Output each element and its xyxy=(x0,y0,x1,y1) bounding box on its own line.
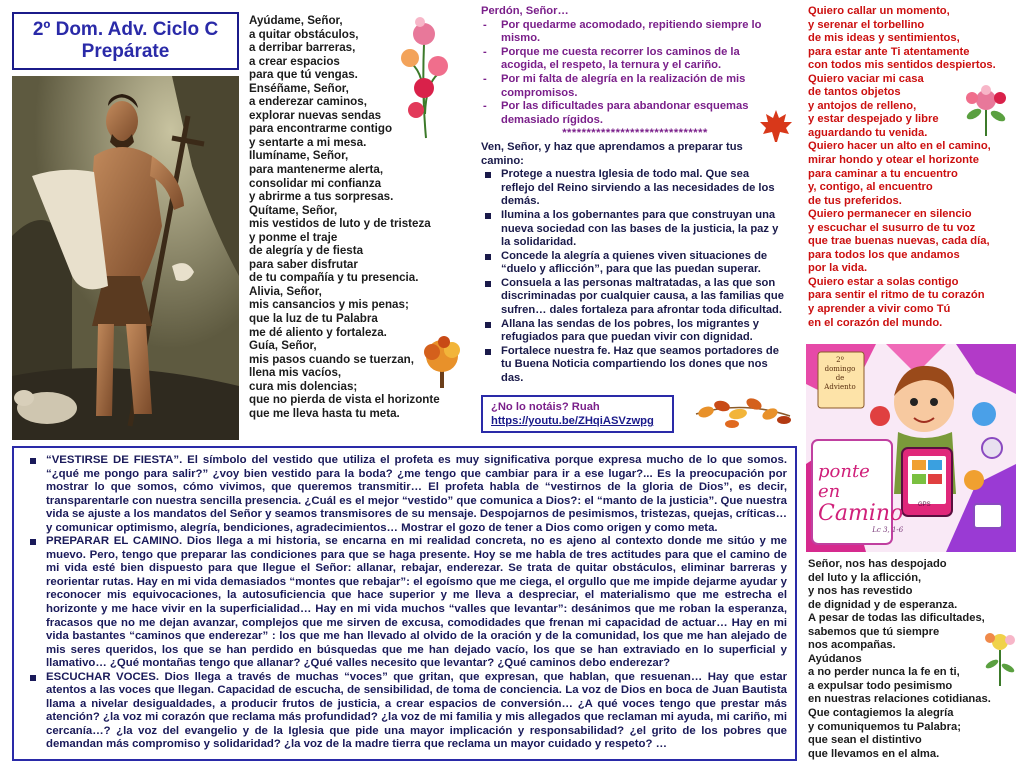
prayer-line: Ayúdanos xyxy=(808,652,862,665)
bullet-square-icon xyxy=(30,539,36,545)
bullet-square-icon xyxy=(30,458,36,464)
poem-line: para mantenerme alerta, xyxy=(249,163,384,177)
camino-word: Camino xyxy=(818,501,904,526)
prayer-line: y estar despejado y libre xyxy=(808,113,939,126)
poem-line: de tu compañía y tu presencia. xyxy=(249,271,419,285)
poem-line: llena mis vacíos, xyxy=(249,366,342,380)
list-item: Ilumina a los gobernantes para que construyan una nueva sociedad con las bases de la justicia, la paz y la solidaridad. xyxy=(481,209,789,250)
prayer-line: que trae buenas nuevas, cada día, xyxy=(808,235,990,248)
prayer-line: y nos has revestido xyxy=(808,585,913,598)
ponte-en-camino-illustration xyxy=(806,344,1016,552)
prayer-line: a expulsar todo pesimismo xyxy=(808,679,953,692)
bullet-square-icon xyxy=(485,322,491,328)
bullet-square-icon xyxy=(485,349,491,355)
prayer-line: en nuestras relaciones cotidianas. xyxy=(808,693,991,706)
maple-leaf-icon xyxy=(758,108,794,144)
saint-john-baptist-painting xyxy=(12,76,239,440)
bullet-square-icon xyxy=(485,254,491,260)
autumn-leaves-icon xyxy=(692,390,794,436)
list-item: - Por las dificultades para abandonar esquemas demasiado rígidos. xyxy=(483,100,749,126)
prayer-line: a no perder nunca la fe en ti, xyxy=(808,666,960,679)
poem-line: que no pierda de vista el horizonte xyxy=(249,393,440,407)
stars-divider: ****************************** xyxy=(562,127,708,140)
small-flower-icon xyxy=(980,628,1020,688)
prayer-line: A pesar de todas las dificultades, xyxy=(808,612,985,625)
video-link[interactable]: https://youtu.be/ZHqiASVzwpg xyxy=(491,415,654,427)
prayer-line: con todos mis sentidos despiertos. xyxy=(808,59,996,72)
flower-bouquet-icon xyxy=(958,84,1014,138)
video-link-box xyxy=(481,395,674,433)
prayer-line: Quiero vaciar mi casa xyxy=(808,72,924,85)
perdon-title: Perdón, Señor… xyxy=(481,5,569,17)
prayer-line: para estar ante Ti atentamente xyxy=(808,45,970,58)
list-item xyxy=(22,454,787,535)
prayer-line: de tantos objetos xyxy=(808,86,901,99)
poem-line: y abrirme a tus sorpresas. xyxy=(249,190,394,204)
list-item xyxy=(22,671,787,752)
poem-line: a enderezar caminos, xyxy=(249,95,367,109)
list-item: - Por mi falta de alegría en la realización de mis compromisos. xyxy=(483,72,746,99)
poem-line: cura mis dolencias; xyxy=(249,379,358,393)
prayer-line: que llevamos en el alma. xyxy=(808,747,940,760)
prayer-line: y escuchar el susurro de tu voz xyxy=(808,221,976,234)
prayer-line: para caminar a tu encuentro xyxy=(808,167,958,180)
poem-line: y sentarte a mi mesa. xyxy=(249,135,367,149)
reflection-list xyxy=(22,454,787,752)
list-item xyxy=(22,535,787,670)
poem-line: a crear espacios xyxy=(249,54,340,68)
prayer-line: Quiero hacer un alto en el camino, xyxy=(808,140,991,153)
prayer-line: Quiero callar un momento, xyxy=(808,5,950,17)
prayer-line: que sean el distintivo xyxy=(808,734,922,747)
poem-line: para que tú vengas. xyxy=(249,68,358,82)
bullet-square-icon xyxy=(485,172,491,178)
list-item: Fortalece nuestra fe. Haz que seamos portadores de tu Buena Noticia compartiendo los dones que nos das. xyxy=(481,345,789,386)
citation: Lc 3, 1-6 xyxy=(872,526,904,534)
prayer-line: mirar hondo y otear el horizonte xyxy=(808,154,979,167)
song-question: ¿No lo notáis? Ruah xyxy=(491,401,600,413)
prayer-line: y aprender a vivir como Tú xyxy=(808,303,951,316)
poem-line: mis pasos cuando se tuerzan, xyxy=(249,352,414,366)
poem-line: mis cansancios y mis penas; xyxy=(249,298,409,312)
poem-line: que me lleva hasta tu meta. xyxy=(249,406,400,420)
prayer-line: de mis ideas y sentimientos, xyxy=(808,32,960,45)
middle-column xyxy=(481,5,789,386)
list-item: - Por quedarme acomodado, repitiendo siempre lo mismo. xyxy=(483,18,762,45)
bullet-square-icon xyxy=(30,675,36,681)
perdon-list xyxy=(481,19,789,128)
prayer-line: aguardando tu venida. xyxy=(808,126,928,139)
prayer-line: del luto y la aflicción, xyxy=(808,571,922,584)
list-item: Concede la alegría a quienes viven situaciones de “duelo y aflicción”, para que las puedan superar. xyxy=(481,250,789,277)
prayer-line: para sentir el ritmo de tu corazón xyxy=(808,289,985,302)
ven-intro: Ven, Señor, y haz que aprendamos a preparar tus camino: xyxy=(481,140,743,167)
poem-line: Enséñame, Señor, xyxy=(249,81,349,95)
poem-line: Ilumíname, Señor, xyxy=(249,149,349,163)
prayer-line: de dignidad y de esperanza. xyxy=(808,598,958,611)
en-word: en xyxy=(818,481,841,502)
prayer-line: Quiero permanecer en silencio xyxy=(808,208,972,221)
list-item: Protege a nuestra Iglesia de todo mal. Que sea reflejo del Reino sirviendo a las necesidades de los demás. xyxy=(481,168,789,209)
poem-line: a derribar barreras, xyxy=(249,41,356,55)
list-item: Allana las sendas de los pobres, los migrantes y refugiados para que puedan vivir con dignidad. xyxy=(481,318,789,345)
poem-line: mis vestidos de luto y de tristeza xyxy=(249,217,431,231)
prayer-line: de tus preferidos. xyxy=(808,194,902,207)
prayer-line: para todos los que andamos xyxy=(808,248,960,261)
list-item: Consuela a las personas maltratadas, a las que son discriminadas por cualquier causa, a las familias que sufren… dales fortaleza para afrontar toda dificultad. xyxy=(481,277,789,318)
poem-line: me dé aliento y fortaleza. xyxy=(249,325,387,339)
petitions-list xyxy=(481,168,789,386)
poem-line: que la luz de tu Palabra xyxy=(249,312,378,326)
poem-line: Ayúdame, Señor, xyxy=(249,14,343,27)
title-box xyxy=(12,12,239,70)
prayer-line: nos acompañas. xyxy=(808,639,896,652)
poem-line: explorar nuevas sendas xyxy=(249,108,382,122)
reflection-text: “VESTIRSE DE FIESTA”. El símbolo del vestido que utiliza el profeta es muy significativa porque expresa mucho de lo que somos. “¿qué me pongo para salir?” ¿voy bien vestido para la boda? ¿me tengo que cambiar para ir a ese lugar?... Es la preocupación por mostrar lo que somos, cómo vivimos, que queremos transmitir… El profeta habla de “vestirnos de la gloria de Dios”, es decir, transparentarle con nuestra sencilla presencia. ¿Cuál es el mejor “vestido” que comunica a Dios?: el “manto de la justicia”. Que nuestra vida se ajuste a los mandatos del Señor y seamos transmisores de su mensaje. Despojarnos de pesimismos, tristezas, quejas, críticas… y comunicar optimismo, alegría, bendiciones, agradecimientos… Mostrar el gozo de tener a Dios como origen y como meta. xyxy=(46,454,787,534)
poem-line: de alegría y de fiesta xyxy=(249,244,364,258)
poem-line: y ponme el traje xyxy=(249,230,338,244)
poem-line: para encontrarme contigo xyxy=(249,122,393,136)
page-subtitle: Prepárate xyxy=(81,41,170,62)
prayer-line: y comuniquemos tu Palabra; xyxy=(808,720,961,733)
prayer-line: y serenar el torbellino xyxy=(808,18,925,31)
poem-line: consolidar mi confianza xyxy=(249,176,382,190)
prayer-line: y, contigo, al encuentro xyxy=(808,181,933,194)
reflection-text: PREPARAR EL CAMINO. Dios llega a mi historia, se encarna en mi realidad concreta, no es ajeno al contexto donde me sitúo y me muevo. Pero, tengo que preparar las condiciones para que se haga presente. Hoy se me habla de tres actitudes para que el camino de mi vida esté bien dispuesto para que llegue el Señor: allanar, rebajar, enderezar. Se trata de quitar obstáculos, eliminar barreras y reorientar rutas. Hay en mi vida demasiados “montes que rebajar”: el egoísmo que me ciega, el orgullo que me impide dejarme ayudar y reconocer mis equivocaciones, la autosuficiencia que hace superior y me lleva a despreciar, el materialismo que me estrecha el horizonte y me hace vivir en la superficialidad… Hay en mi vida muchos “valles que levantar”: desánimos que me roban la esperanza, fracasos que no me dejan avanzar, complejos que me sirven de excusa, comodidades que frenan mi capacidad de actuar… Hay en mi vida bastantes “caminos que enderezar” : los que me han llevado al olvido de la oración y de la comunidad, los que me han alejado de mis seres queridos, los que se han perdido en búsquedas que me han dejado vacío, los que se han extraviado en lo superficial y llamativo… ¿Qué montañas tengo que allanar? ¿Qué valles necesito que levantar? ¿Qué caminos debo enderezar? xyxy=(46,535,787,670)
bullet-square-icon xyxy=(485,281,491,287)
poem-line: Alivia, Señor, xyxy=(249,284,322,298)
prayer-line: y antojos de relleno, xyxy=(808,99,917,112)
prayer-line: Que contagiemos la alegría xyxy=(808,707,954,720)
prayer-line: sabemos que tú siempre xyxy=(808,625,940,638)
prayer-line: por la vida. xyxy=(808,262,868,275)
sign-line-1: 2º domingo xyxy=(824,356,856,373)
list-item: - Porque me cuesta recorrer los caminos de la acogida, el respeto, la ternura y el cariño. xyxy=(483,45,740,72)
right-prayer-column xyxy=(808,5,1018,330)
sign-line-2: de Adviento xyxy=(824,374,856,391)
reflection-text: ESCUCHAR VOCES. Dios llega a través de muchas “voces” que gritan, que expresan, que hablan, que resuenan… Hay que estar atentos a las voces que llegan. Capacidad de escucha, de sensibilidad, de toma de conciencia. La voz de Dios en boca de Juan Bautista llama a nivelar desigualdades, a producir frutos de justicia, a crear espacios de conversión… ¿A qué voces tengo que prestar más atención? ¿la voz mi corazón que reclama más profundidad? ¿la voz de mi familia y mis allegados que reclaman mi ayuda, mi cariño, mi cercanía…? ¿la voz del evangelio y de la Iglesia que pide una mayor implicación y responsabilidad? ¿el grito de los pobres que demandan más compromiso y solidaridad? ¿la voz de la madre tierra que reclama un mayor cuidado y respeto? … xyxy=(46,670,787,751)
poem-line: para saber disfrutar xyxy=(249,257,358,271)
poem-line: Guía, Señor, xyxy=(249,339,317,353)
ponte-word: ponte xyxy=(818,461,870,482)
gps-label: GPS xyxy=(918,502,931,508)
prayer-line: en el corazón del mundo. xyxy=(808,316,943,329)
poem-line: Quítame, Señor, xyxy=(249,203,338,217)
page-title: 2º Dom. Adv. Ciclo C xyxy=(32,19,219,40)
autumn-tree-icon xyxy=(414,334,470,390)
prayer-line: Quiero estar a solas contigo xyxy=(808,275,959,288)
carnation-flower-icon xyxy=(394,14,454,140)
prayer-line: Señor, nos has despojado xyxy=(808,558,947,570)
reflection-box xyxy=(12,446,797,761)
bullet-square-icon xyxy=(485,213,491,219)
poem-line: a quitar obstáculos, xyxy=(249,27,359,41)
